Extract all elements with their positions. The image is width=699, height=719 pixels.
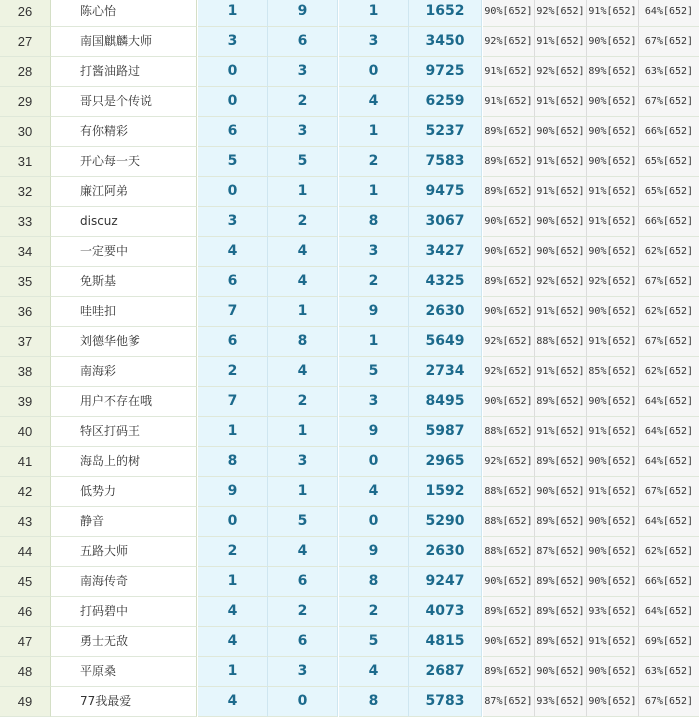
rate-1: 88%[652] — [483, 507, 535, 537]
user-name[interactable]: 开心每一天 — [51, 147, 197, 177]
rate-1: 92%[652] — [483, 327, 535, 357]
digit-1: 1 — [198, 567, 268, 597]
number-value: 5649 — [409, 327, 482, 357]
digit-3: 0 — [339, 447, 409, 477]
table-row — [0, 597, 699, 627]
digit-3: 9 — [339, 297, 409, 327]
table-row — [0, 27, 699, 57]
user-name[interactable]: 静音 — [51, 507, 197, 537]
table-row — [0, 327, 699, 357]
rate-2: 89%[652] — [535, 627, 587, 657]
digit-1: 1 — [198, 417, 268, 447]
rate-3: 91%[652] — [587, 207, 639, 237]
rate-3: 90%[652] — [587, 237, 639, 267]
table-row — [0, 567, 699, 597]
rate-4: 65%[652] — [639, 177, 699, 207]
rank-cell: 47 — [0, 627, 51, 657]
number-value: 9247 — [409, 567, 482, 597]
user-name[interactable]: 哥只是个传说 — [51, 87, 197, 117]
rate-1: 90%[652] — [483, 207, 535, 237]
digit-1: 2 — [198, 537, 268, 567]
rate-3: 91%[652] — [587, 0, 639, 27]
table-row — [0, 237, 699, 267]
rate-1: 90%[652] — [483, 567, 535, 597]
rank-cell: 26 — [0, 0, 51, 27]
rate-2: 90%[652] — [535, 657, 587, 687]
rate-3: 90%[652] — [587, 297, 639, 327]
rate-2: 92%[652] — [535, 57, 587, 87]
rank-cell: 38 — [0, 357, 51, 387]
number-value: 3450 — [409, 27, 482, 57]
number-value: 2734 — [409, 357, 482, 387]
table-row — [0, 57, 699, 87]
user-name[interactable]: 南国麒麟大师 — [51, 27, 197, 57]
digit-2: 4 — [268, 357, 338, 387]
rate-4: 64%[652] — [639, 597, 699, 627]
rate-4: 67%[652] — [639, 477, 699, 507]
rate-2: 92%[652] — [535, 0, 587, 27]
digit-1: 2 — [198, 357, 268, 387]
digit-1: 6 — [198, 267, 268, 297]
rate-1: 90%[652] — [483, 297, 535, 327]
digit-3: 5 — [339, 627, 409, 657]
rate-3: 91%[652] — [587, 627, 639, 657]
user-name[interactable]: 低势力 — [51, 477, 197, 507]
rate-1: 92%[652] — [483, 27, 535, 57]
digit-1: 6 — [198, 117, 268, 147]
rate-3: 89%[652] — [587, 57, 639, 87]
rate-3: 90%[652] — [587, 387, 639, 417]
rate-1: 90%[652] — [483, 0, 535, 27]
digit-2: 5 — [268, 507, 338, 537]
rank-cell: 48 — [0, 657, 51, 687]
rate-2: 91%[652] — [535, 417, 587, 447]
rate-1: 90%[652] — [483, 387, 535, 417]
rank-cell: 41 — [0, 447, 51, 477]
rate-3: 90%[652] — [587, 87, 639, 117]
rate-3: 90%[652] — [587, 657, 639, 687]
table-row — [0, 207, 699, 237]
rank-cell: 45 — [0, 567, 51, 597]
rate-1: 91%[652] — [483, 87, 535, 117]
rate-1: 89%[652] — [483, 657, 535, 687]
rate-1: 88%[652] — [483, 537, 535, 567]
user-name[interactable]: 一定要中 — [51, 237, 197, 267]
user-name[interactable]: 廉江阿弟 — [51, 177, 197, 207]
rate-3: 91%[652] — [587, 477, 639, 507]
rank-cell: 36 — [0, 297, 51, 327]
number-value: 5290 — [409, 507, 482, 537]
table-row — [0, 537, 699, 567]
rate-2: 90%[652] — [535, 117, 587, 147]
user-name[interactable]: 五路大师 — [51, 537, 197, 567]
digit-3: 1 — [339, 117, 409, 147]
rate-4: 67%[652] — [639, 687, 699, 717]
number-value: 5237 — [409, 117, 482, 147]
rate-3: 90%[652] — [587, 537, 639, 567]
rate-1: 87%[652] — [483, 687, 535, 717]
digit-1: 1 — [198, 0, 268, 27]
table-row — [0, 387, 699, 417]
digit-3: 2 — [339, 597, 409, 627]
number-value: 2630 — [409, 297, 482, 327]
digit-2: 6 — [268, 27, 338, 57]
rate-1: 89%[652] — [483, 597, 535, 627]
rate-2: 89%[652] — [535, 567, 587, 597]
digit-3: 0 — [339, 57, 409, 87]
digit-1: 0 — [198, 87, 268, 117]
digit-1: 3 — [198, 27, 268, 57]
user-name[interactable]: 勇士无敌 — [51, 627, 197, 657]
rank-cell: 49 — [0, 687, 51, 717]
rate-1: 91%[652] — [483, 57, 535, 87]
rate-4: 62%[652] — [639, 237, 699, 267]
digit-2: 2 — [268, 87, 338, 117]
user-name[interactable]: 南海彩 — [51, 357, 197, 387]
rank-cell: 30 — [0, 117, 51, 147]
digit-2: 2 — [268, 387, 338, 417]
table-row — [0, 687, 699, 717]
digit-2: 3 — [268, 447, 338, 477]
rate-3: 90%[652] — [587, 147, 639, 177]
table-row — [0, 87, 699, 117]
rank-cell: 40 — [0, 417, 51, 447]
digit-2: 2 — [268, 207, 338, 237]
rate-3: 90%[652] — [587, 687, 639, 717]
digit-2: 2 — [268, 597, 338, 627]
rate-3: 91%[652] — [587, 177, 639, 207]
digit-2: 8 — [268, 327, 338, 357]
digit-2: 4 — [268, 237, 338, 267]
number-value: 4073 — [409, 597, 482, 627]
user-name[interactable]: 打码碧中 — [51, 597, 197, 627]
table-row — [0, 477, 699, 507]
rate-4: 63%[652] — [639, 657, 699, 687]
rate-4: 67%[652] — [639, 27, 699, 57]
rate-1: 90%[652] — [483, 237, 535, 267]
rate-2: 93%[652] — [535, 687, 587, 717]
table-row — [0, 297, 699, 327]
rate-4: 67%[652] — [639, 87, 699, 117]
user-name[interactable]: 平原桑 — [51, 657, 197, 687]
number-value: 1592 — [409, 477, 482, 507]
rate-2: 91%[652] — [535, 297, 587, 327]
rate-1: 90%[652] — [483, 627, 535, 657]
table-row — [0, 267, 699, 297]
rate-1: 92%[652] — [483, 357, 535, 387]
rate-2: 87%[652] — [535, 537, 587, 567]
rate-1: 88%[652] — [483, 417, 535, 447]
digit-3: 9 — [339, 537, 409, 567]
rate-2: 91%[652] — [535, 27, 587, 57]
table-row — [0, 177, 699, 207]
digit-3: 9 — [339, 417, 409, 447]
table-row — [0, 357, 699, 387]
digit-2: 3 — [268, 57, 338, 87]
digit-1: 7 — [198, 297, 268, 327]
digit-2: 3 — [268, 117, 338, 147]
table-row — [0, 0, 699, 27]
user-name[interactable]: 哇哇扣 — [51, 297, 197, 327]
rate-4: 63%[652] — [639, 57, 699, 87]
digit-3: 8 — [339, 687, 409, 717]
rate-2: 88%[652] — [535, 327, 587, 357]
rate-4: 67%[652] — [639, 327, 699, 357]
rate-3: 90%[652] — [587, 117, 639, 147]
rate-3: 91%[652] — [587, 417, 639, 447]
rate-4: 64%[652] — [639, 507, 699, 537]
rank-cell: 44 — [0, 537, 51, 567]
rate-4: 62%[652] — [639, 357, 699, 387]
number-value: 7583 — [409, 147, 482, 177]
rate-2: 91%[652] — [535, 177, 587, 207]
user-name[interactable]: 有你精彩 — [51, 117, 197, 147]
digit-2: 6 — [268, 627, 338, 657]
rate-2: 91%[652] — [535, 357, 587, 387]
rate-4: 65%[652] — [639, 147, 699, 177]
rate-2: 92%[652] — [535, 267, 587, 297]
number-value: 3067 — [409, 207, 482, 237]
rank-cell: 32 — [0, 177, 51, 207]
digit-2: 1 — [268, 297, 338, 327]
digit-3: 1 — [339, 0, 409, 27]
rank-cell: 43 — [0, 507, 51, 537]
digit-3: 2 — [339, 147, 409, 177]
digit-1: 4 — [198, 237, 268, 267]
digit-1: 4 — [198, 627, 268, 657]
rate-1: 89%[652] — [483, 267, 535, 297]
digit-2: 0 — [268, 687, 338, 717]
rank-cell: 34 — [0, 237, 51, 267]
rate-3: 91%[652] — [587, 327, 639, 357]
digit-3: 8 — [339, 567, 409, 597]
number-value: 2630 — [409, 537, 482, 567]
number-value: 5987 — [409, 417, 482, 447]
rate-3: 85%[652] — [587, 357, 639, 387]
rate-2: 89%[652] — [535, 507, 587, 537]
rate-4: 69%[652] — [639, 627, 699, 657]
rank-cell: 46 — [0, 597, 51, 627]
rate-2: 91%[652] — [535, 147, 587, 177]
table-row — [0, 447, 699, 477]
rank-cell: 42 — [0, 477, 51, 507]
rate-4: 67%[652] — [639, 267, 699, 297]
table-row — [0, 657, 699, 687]
rate-4: 62%[652] — [639, 297, 699, 327]
digit-1: 7 — [198, 387, 268, 417]
rank-cell: 37 — [0, 327, 51, 357]
rate-4: 66%[652] — [639, 117, 699, 147]
rate-4: 64%[652] — [639, 447, 699, 477]
number-value: 2965 — [409, 447, 482, 477]
rate-4: 64%[652] — [639, 0, 699, 27]
digit-3: 8 — [339, 207, 409, 237]
digit-2: 1 — [268, 477, 338, 507]
rank-cell: 29 — [0, 87, 51, 117]
digit-1: 3 — [198, 207, 268, 237]
number-value: 4325 — [409, 267, 482, 297]
rate-3: 92%[652] — [587, 267, 639, 297]
digit-1: 9 — [198, 477, 268, 507]
digit-1: 8 — [198, 447, 268, 477]
rate-1: 88%[652] — [483, 477, 535, 507]
digit-1: 0 — [198, 507, 268, 537]
digit-3: 4 — [339, 87, 409, 117]
digit-3: 0 — [339, 507, 409, 537]
user-name[interactable]: 南海传奇 — [51, 567, 197, 597]
digit-3: 3 — [339, 27, 409, 57]
table-row — [0, 147, 699, 177]
rate-3: 90%[652] — [587, 507, 639, 537]
digit-2: 9 — [268, 0, 338, 27]
user-name[interactable]: 海岛上的树 — [51, 447, 197, 477]
rate-4: 66%[652] — [639, 567, 699, 597]
digit-3: 1 — [339, 327, 409, 357]
digit-3: 2 — [339, 267, 409, 297]
number-value: 3427 — [409, 237, 482, 267]
rate-4: 66%[652] — [639, 207, 699, 237]
rate-2: 90%[652] — [535, 237, 587, 267]
rate-2: 89%[652] — [535, 597, 587, 627]
rate-4: 64%[652] — [639, 417, 699, 447]
user-name[interactable]: 77我最爱 — [51, 687, 197, 717]
user-name[interactable]: 特区打码王 — [51, 417, 197, 447]
rank-cell: 28 — [0, 57, 51, 87]
number-value: 1652 — [409, 0, 482, 27]
rate-1: 92%[652] — [483, 447, 535, 477]
number-value: 4815 — [409, 627, 482, 657]
rate-1: 89%[652] — [483, 147, 535, 177]
digit-1: 4 — [198, 597, 268, 627]
digit-1: 0 — [198, 57, 268, 87]
digit-1: 1 — [198, 657, 268, 687]
rate-4: 62%[652] — [639, 537, 699, 567]
rate-2: 89%[652] — [535, 447, 587, 477]
rate-3: 90%[652] — [587, 567, 639, 597]
user-name[interactable]: 打酱油路过 — [51, 57, 197, 87]
digit-3: 4 — [339, 657, 409, 687]
table-row — [0, 117, 699, 147]
number-value: 8495 — [409, 387, 482, 417]
digit-1: 6 — [198, 327, 268, 357]
digit-1: 4 — [198, 687, 268, 717]
rate-3: 90%[652] — [587, 447, 639, 477]
number-value: 9475 — [409, 177, 482, 207]
user-name[interactable]: 陈心怡 — [51, 0, 197, 27]
digit-3: 3 — [339, 237, 409, 267]
digit-2: 1 — [268, 177, 338, 207]
user-name[interactable]: discuz — [51, 207, 197, 237]
rank-cell: 31 — [0, 147, 51, 177]
rate-1: 89%[652] — [483, 117, 535, 147]
user-name[interactable]: 刘德华他爹 — [51, 327, 197, 357]
rank-cell: 27 — [0, 27, 51, 57]
user-name[interactable]: 免斯基 — [51, 267, 197, 297]
digit-2: 1 — [268, 417, 338, 447]
number-value: 6259 — [409, 87, 482, 117]
table-row — [0, 507, 699, 537]
digit-3: 1 — [339, 177, 409, 207]
digit-1: 0 — [198, 177, 268, 207]
digit-2: 4 — [268, 267, 338, 297]
digit-1: 5 — [198, 147, 268, 177]
user-name[interactable]: 用户不存在哦 — [51, 387, 197, 417]
rate-3: 93%[652] — [587, 597, 639, 627]
digit-3: 5 — [339, 357, 409, 387]
digit-2: 4 — [268, 537, 338, 567]
rate-2: 90%[652] — [535, 477, 587, 507]
number-value: 9725 — [409, 57, 482, 87]
digit-3: 3 — [339, 387, 409, 417]
rank-cell: 33 — [0, 207, 51, 237]
rate-4: 64%[652] — [639, 387, 699, 417]
rate-2: 90%[652] — [535, 207, 587, 237]
digit-3: 4 — [339, 477, 409, 507]
number-value: 2687 — [409, 657, 482, 687]
rank-cell: 35 — [0, 267, 51, 297]
rate-2: 89%[652] — [535, 387, 587, 417]
rate-3: 90%[652] — [587, 27, 639, 57]
number-value: 5783 — [409, 687, 482, 717]
digit-2: 6 — [268, 567, 338, 597]
rate-1: 89%[652] — [483, 177, 535, 207]
table-row — [0, 417, 699, 447]
digit-2: 5 — [268, 147, 338, 177]
table-row — [0, 627, 699, 657]
rank-cell: 39 — [0, 387, 51, 417]
digit-2: 3 — [268, 657, 338, 687]
rate-2: 91%[652] — [535, 87, 587, 117]
